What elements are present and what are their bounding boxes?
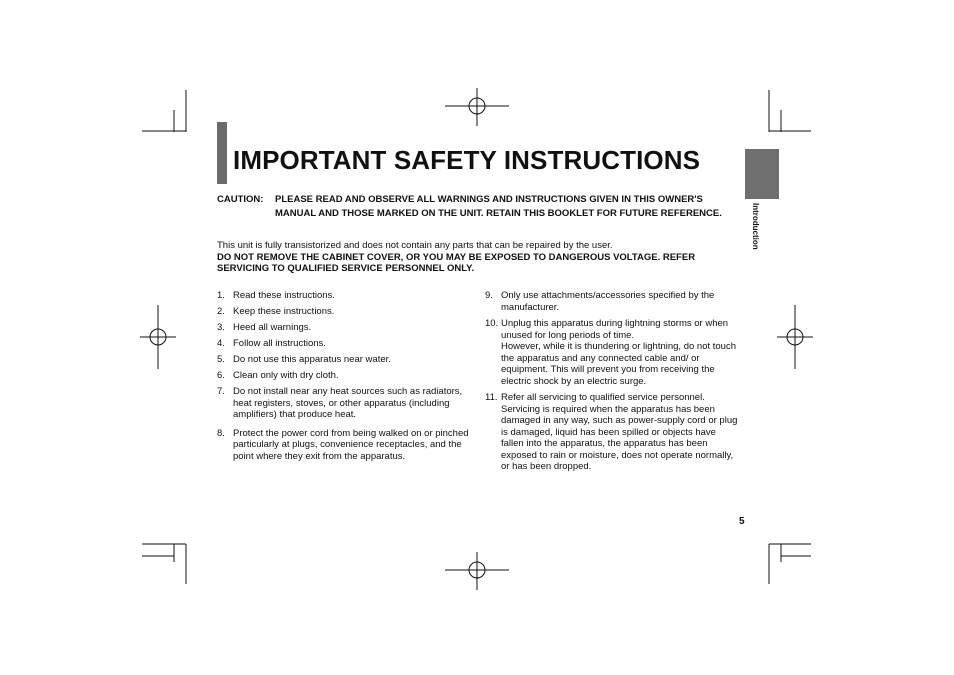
title-accent-bar [217,122,227,184]
item-text: Keep these instructions. [233,306,335,317]
registration-mark-left [140,305,178,371]
crop-mark-top-left [140,88,190,134]
item-text: Do not install near any heat sources such as radiators, heat registers, stoves, or other apparatus (including amplifiers) that produce heat. [233,386,463,420]
list-item [217,338,472,350]
list-item [485,290,740,313]
registration-mark-bottom [445,550,511,590]
list-item [217,354,472,366]
item-number: 8. [217,427,225,439]
item-number: 2. [217,306,225,317]
item-text [501,318,740,387]
section-tab [745,149,779,199]
item-number: 7. [217,386,225,397]
list-item [485,392,740,473]
item-text: Read these instructions. [233,290,335,301]
caution-text: PLEASE READ AND OBSERVE ALL WARNINGS AND INSTRUCTIONS GIVEN IN THIS OWNER'S MANUAL AND THOSE MARKED ON THE UNIT. RETAIN THIS BOOKLET FOR FUTURE REFERENCE. [275,194,722,219]
item-number: 11. [485,392,498,403]
item-text-continuation: However, while it is thundering or lightning, do not touch the apparatus and any connected cable and/ or equipment. This will prevent you from receiving the electric shock by an electric surge. [501,341,736,387]
list-item [217,370,472,382]
intro-text: This unit is fully transistorized and does not contain any parts that can be repaired by the user. [217,240,613,251]
caution-label: CAUTION: [217,194,264,205]
section-tab-label: Introduction [751,203,760,250]
item-text: Protect the power cord from being walked on or pinched particularly at plugs, convenience receptacles, and the point where they exit from the apparatus. [233,427,469,462]
item-text-line: Unplug this apparatus during lightning storms or when unused for long periods of time. [501,318,729,341]
list-item [217,386,472,421]
list-item [217,306,472,318]
list-item [485,318,740,387]
item-number: 6. [217,370,225,381]
intro-warning: DO NOT REMOVE THE CABINET COVER, OR YOU MAY BE EXPOSED TO DANGEROUS VOLTAGE. REFER SERVICING TO QUALIFIED SERVICE PERSONNEL ONLY. [217,251,696,274]
registration-mark-right [777,305,815,371]
page-title: IMPORTANT SAFETY INSTRUCTIONS [233,145,701,175]
item-text: Clean only with dry cloth. [233,370,339,381]
item-text: Follow all instructions. [233,338,326,349]
item-number: 9. [485,290,493,301]
crop-mark-top-right [765,88,815,134]
item-number: 4. [217,338,225,349]
crop-mark-bottom-right [765,540,815,586]
list-item [217,322,472,334]
item-text: Heed all warnings. [233,322,312,333]
item-text: Only use attachments/accessories specified by the manufacturer. [501,290,715,313]
item-number: 10. [485,318,499,329]
instructions-left-column [217,290,472,462]
caution-block [217,193,742,221]
list-item [217,428,472,463]
crop-mark-bottom-left [140,540,190,586]
item-number: 1. [217,290,225,301]
item-text: Refer all servicing to qualified service personnel. Servicing is required when the apparatus has been damaged in any way, such as power-supply cord or plug is damaged, liquid has been spilled or objects have fallen into the apparatus, the apparatus has been exposed to rain or moisture, does not operate normally, or has been dropped. [501,392,738,472]
item-text: Do not use this apparatus near water. [233,354,391,365]
page-number: 5 [739,516,745,527]
registration-mark-top [445,88,511,128]
item-number: 3. [217,322,225,333]
list-item [217,290,472,302]
intro-block [217,240,742,275]
item-number: 5. [217,354,225,365]
instructions-right-column [485,290,740,473]
